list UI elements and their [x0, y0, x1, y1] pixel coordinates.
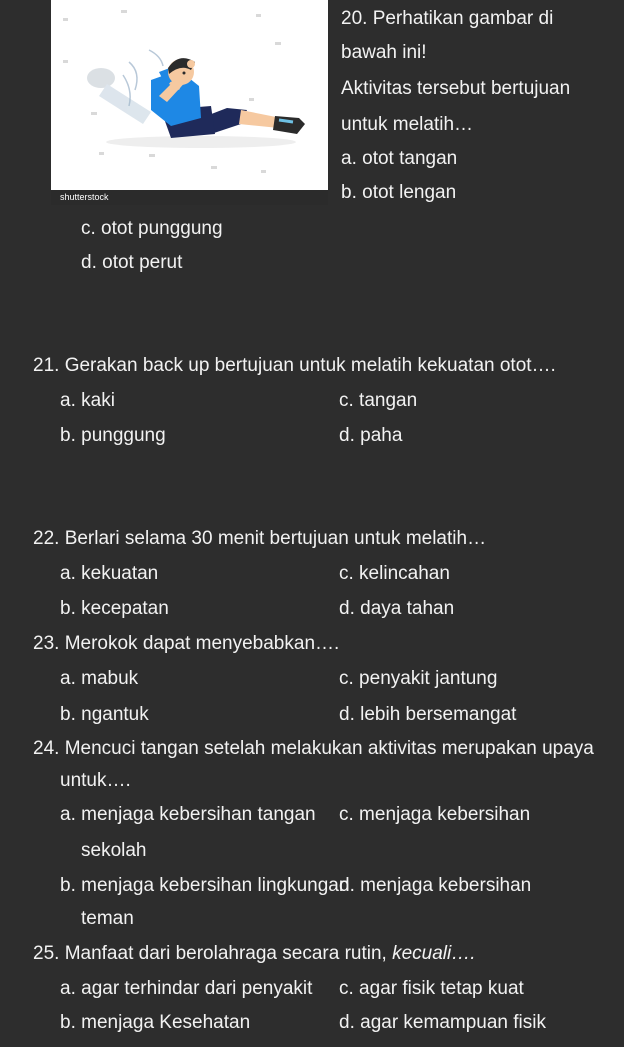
q25-question-emphasis: kecuali….: [392, 943, 476, 964]
q21-question: 21. Gerakan back up bertujuan untuk melatih kekuatan otot….: [33, 355, 556, 376]
watermark-bar: [51, 190, 328, 205]
q23-option-a: a. mabuk: [60, 668, 139, 689]
q20-option-a: a. otot tangan: [341, 148, 458, 169]
exercise-illustration: [51, 0, 328, 205]
q20-option-d: d. otot perut: [81, 252, 183, 273]
q25-option-c: c. agar fisik tetap kuat: [339, 978, 524, 999]
q25-question-prefix: 25. Manfaat dari berolahraga secara rutin,: [33, 943, 393, 964]
q22-option-b: b. kecepatan: [60, 598, 169, 619]
q21-option-a: a. kaki: [60, 390, 115, 411]
q21-option-b: b. punggung: [60, 425, 166, 446]
q24-question-line1: 24. Mencuci tangan setelah melakukan aktivitas merupakan upaya: [33, 738, 594, 759]
q20-text-line4: untuk melatih…: [341, 114, 474, 135]
q22-option-d: d. daya tahan: [339, 598, 455, 619]
q24-option-b: b. menjaga kebersihan lingkungan: [60, 875, 350, 896]
q24-option-d-line1: d. menjaga kebersihan: [339, 875, 532, 896]
q24-option-c-line1: c. menjaga kebersihan: [339, 804, 531, 825]
sit-up-figure: [51, 0, 328, 190]
q21-option-d: d. paha: [339, 425, 403, 446]
q24-question-line2: untuk….: [60, 770, 131, 791]
q20-text-line3: Aktivitas tersebut bertujuan: [341, 78, 571, 99]
q25-option-a: a. agar terhindar dari penyakit: [60, 978, 313, 999]
watermark-text: shutterstock: [60, 192, 109, 202]
q24-option-a: a. menjaga kebersihan tangan: [60, 804, 316, 825]
q25-question: [33, 943, 476, 966]
q20-option-b: b. otot lengan: [341, 182, 457, 203]
q25-option-b: b. menjaga Kesehatan: [60, 1012, 251, 1033]
q21-option-c: c. tangan: [339, 390, 418, 411]
q22-question: 22. Berlari selama 30 menit bertujuan untuk melatih…: [33, 528, 487, 549]
q24-option-c-line2: sekolah: [81, 840, 147, 861]
q20-text-line1: 20. Perhatikan gambar di: [341, 8, 554, 29]
q25-option-d: d. agar kemampuan fisik: [339, 1012, 546, 1033]
q22-option-c: c. kelincahan: [339, 563, 450, 584]
q20-option-c: c. otot punggung: [81, 218, 223, 239]
q20-text-line2: bawah ini!: [341, 42, 427, 63]
q23-question: 23. Merokok dapat menyebabkan….: [33, 633, 340, 654]
q24-option-d-line2: teman: [81, 908, 134, 929]
q23-option-b: b. ngantuk: [60, 704, 149, 725]
q23-option-c: c. penyakit jantung: [339, 668, 498, 689]
q22-option-a: a. kekuatan: [60, 563, 159, 584]
q23-option-d: d. lebih bersemangat: [339, 704, 517, 725]
